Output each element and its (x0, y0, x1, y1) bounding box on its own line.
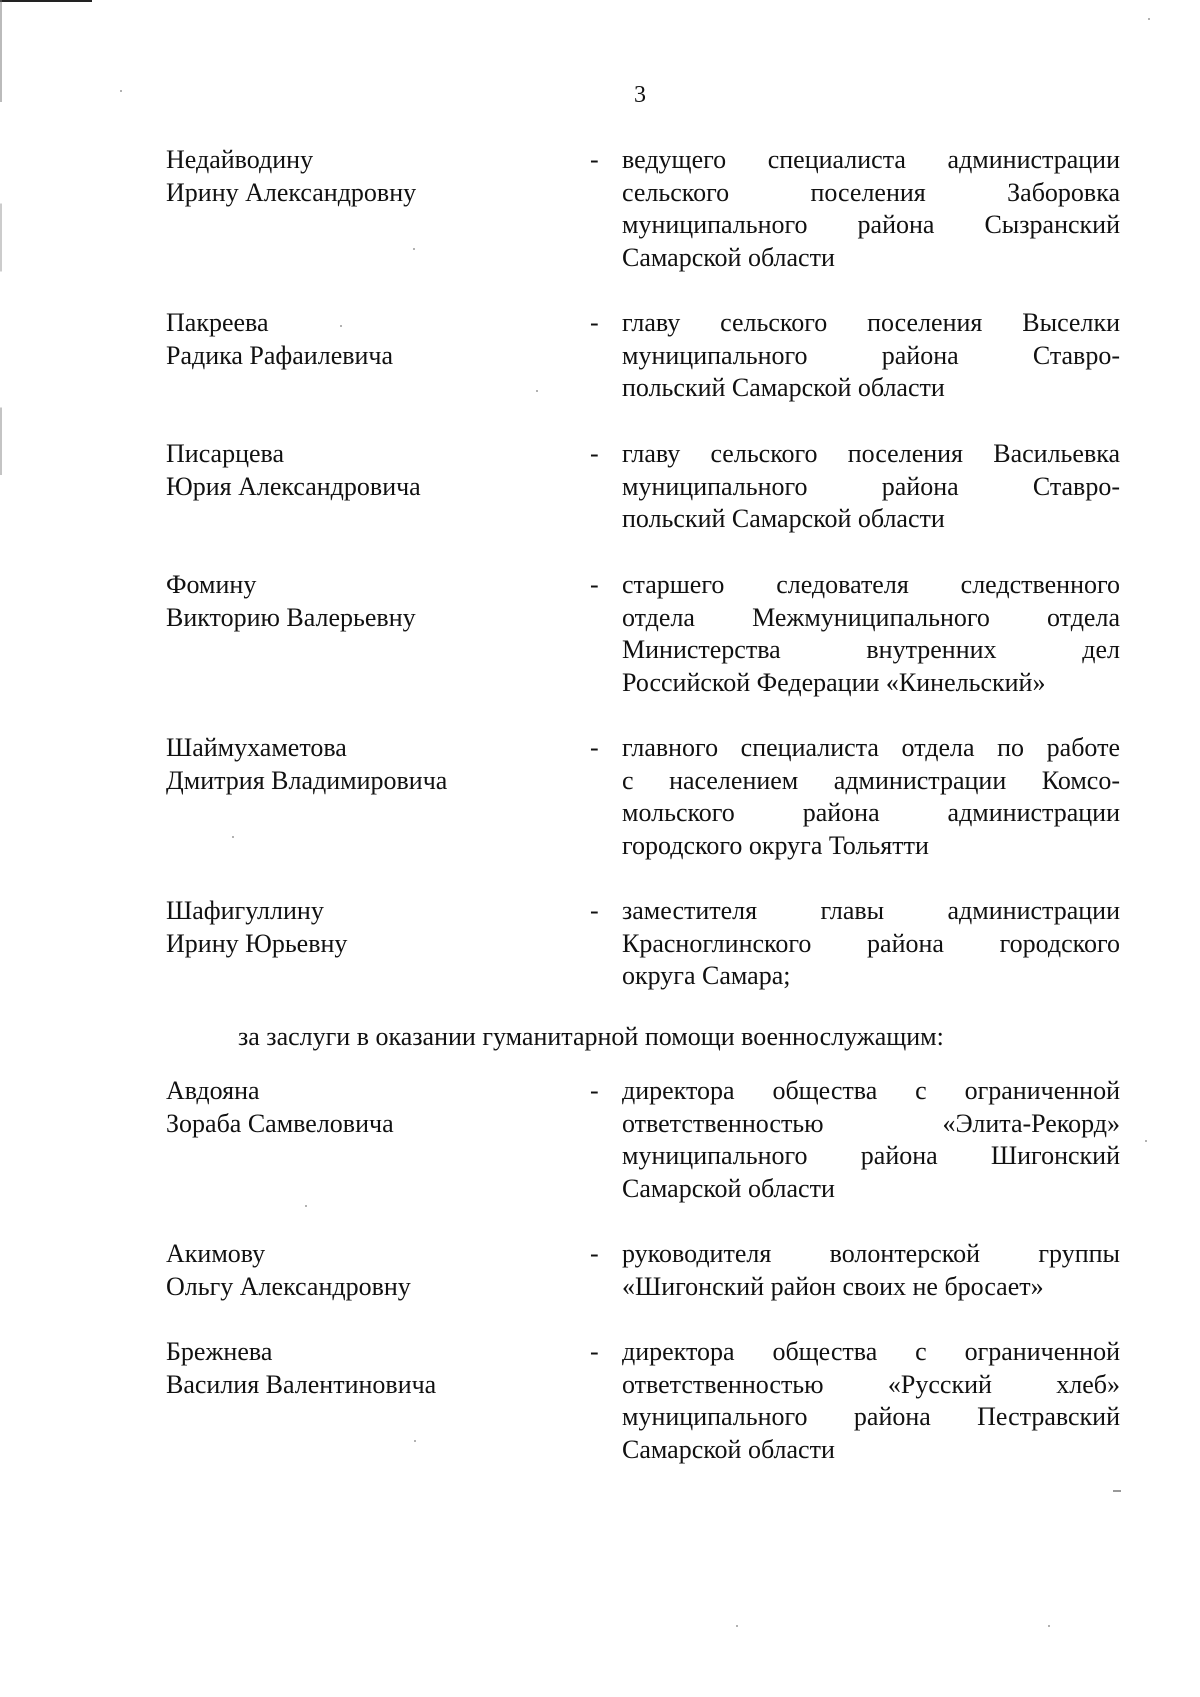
scan-speck (413, 248, 415, 250)
recipient-position (622, 438, 1120, 536)
scan-speck (536, 390, 538, 392)
section-subheading: за заслуги в оказании гуманитарной помощи военнослужащим: (238, 1022, 944, 1051)
entry-dash: - (590, 570, 599, 599)
recipient-position-line: главу сельского поселения Васильевка (622, 439, 1120, 468)
recipient-position-line: муниципального района Пестравский (622, 1402, 1120, 1431)
recipient-position-line: муниципального района Ставро- (622, 340, 1120, 370)
scan-speck (1113, 1490, 1121, 1492)
recipient-position-line: Российской Федерации «Кинельский» (622, 667, 1046, 697)
recipient-position-line: старшего следователя следственного (622, 570, 1120, 599)
entry-dash: - (590, 145, 599, 174)
recipient-name (166, 307, 586, 372)
recipient-name-line: Недайводину (166, 145, 314, 174)
recipient-position (622, 307, 1120, 405)
recipient-name-line: Шаймухаметова (166, 733, 347, 762)
entry-dash: - (590, 1337, 599, 1366)
scan-edge-shadow (0, 0, 2, 1697)
recipient-position-line: мольского района администрации (622, 798, 1120, 827)
recipient-position-line: заместителя главы администрации (622, 896, 1120, 925)
recipient-position-line: Красноглинского района городского (622, 928, 1120, 958)
recipient-name (166, 144, 586, 209)
recipient-name-line: Дмитрия Владимировича (166, 765, 448, 795)
page-number: 3 (634, 82, 646, 108)
recipient-position-line: главного специалиста отдела по работе (622, 733, 1120, 762)
recipient-position-line: Министерства внутренних дел (622, 635, 1120, 664)
recipient-position-line: округа Самара; (622, 961, 791, 990)
recipient-name (166, 732, 586, 797)
recipient-name-line: Зораба Самвеловича (166, 1108, 394, 1138)
recipient-position-line: Самарской области (622, 1173, 835, 1203)
recipient-name-line: Акимову (166, 1239, 266, 1268)
recipient-name-line: Шафигуллину (166, 896, 324, 925)
recipient-position-line: Самарской области (622, 1434, 835, 1464)
scan-edge-line (0, 0, 92, 2)
recipient-position-line: главу сельского поселения Выселки (622, 308, 1120, 337)
entry-dash: - (590, 896, 599, 925)
recipient-name-line: Пакреева (166, 308, 269, 337)
recipient-name-line: Ирину Юрьевну (166, 928, 348, 958)
recipient-position (622, 144, 1120, 274)
recipient-name (166, 895, 586, 960)
recipient-position (622, 569, 1120, 699)
entry-dash: - (590, 733, 599, 762)
scan-speck (232, 836, 234, 838)
recipient-name-line: Писарцева (166, 439, 285, 468)
recipient-position-line: ведущего специалиста администрации (622, 145, 1120, 174)
recipient-position-line: Самарской области (622, 242, 835, 272)
scan-speck (340, 325, 342, 327)
recipient-name-line: Фомину (166, 570, 257, 599)
recipient-position-line: польский Самарской области (622, 373, 945, 402)
recipient-position-line: муниципального района Ставро- (622, 471, 1120, 501)
entry-dash: - (590, 439, 599, 468)
scan-speck (736, 1625, 738, 1627)
recipient-name-line: Ольгу Александровну (166, 1271, 411, 1301)
entry-dash: - (590, 1076, 599, 1105)
scan-speck (120, 90, 122, 92)
recipient-position-line: отдела Межмуниципального отдела (622, 602, 1120, 632)
recipient-name (166, 1075, 586, 1140)
recipient-position-line: руководителя волонтерской группы (622, 1239, 1120, 1268)
entry-dash: - (590, 308, 599, 337)
scan-speck (414, 1440, 416, 1442)
recipient-name-line: Радика Рафаилевича (166, 340, 394, 370)
recipient-name-line: Викторию Валерьевну (166, 602, 416, 632)
scan-speck (1148, 18, 1150, 20)
recipient-name (166, 1336, 586, 1401)
recipient-position-line: муниципального района Сызранский (622, 210, 1120, 239)
recipient-name (166, 438, 586, 503)
recipient-position (622, 1238, 1120, 1303)
recipient-name (166, 1238, 586, 1303)
recipient-position-line: директора общества с ограниченной (622, 1076, 1120, 1105)
recipient-position (622, 1336, 1120, 1466)
recipient-position-line: «Шигонский район своих не бросает» (622, 1271, 1044, 1301)
recipient-position-line: директора общества с ограниченной (622, 1337, 1120, 1366)
recipient-position (622, 732, 1120, 862)
recipient-name-line: Авдояна (166, 1076, 260, 1105)
recipient-position-line: ответственностью «Элита-Рекорд» (622, 1108, 1120, 1138)
recipient-position-line: с населением администрации Комсо- (622, 765, 1120, 795)
recipient-position-line: сельского поселения Заборовка (622, 177, 1120, 207)
recipient-position (622, 1075, 1120, 1205)
scan-speck (1145, 1140, 1147, 1142)
entry-dash: - (590, 1239, 599, 1268)
recipient-position-line: городского округа Тольятти (622, 830, 929, 860)
recipient-position-line: ответственностью «Русский хлеб» (622, 1369, 1120, 1399)
recipient-position-line: польский Самарской области (622, 504, 945, 533)
recipient-name-line: Василия Валентиновича (166, 1369, 437, 1399)
recipient-position-line: муниципального района Шигонский (622, 1141, 1120, 1170)
recipient-name-line: Ирину Александровну (166, 177, 417, 207)
recipient-name (166, 569, 586, 634)
recipient-name-line: Юрия Александровича (166, 471, 421, 501)
recipient-position (622, 895, 1120, 993)
scan-speck (1048, 1625, 1050, 1627)
scan-speck (305, 1205, 307, 1207)
recipient-name-line: Брежнева (166, 1337, 273, 1366)
